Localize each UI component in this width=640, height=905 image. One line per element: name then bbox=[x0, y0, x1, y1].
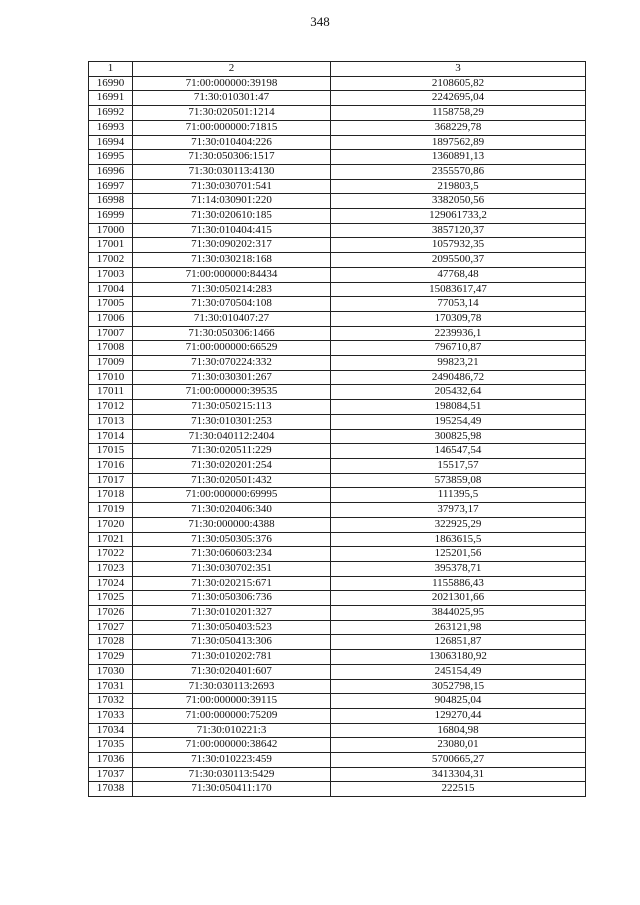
row-number-cell: 17037 bbox=[89, 767, 133, 782]
value-cell: 300825,98 bbox=[331, 429, 586, 444]
cadastral-number-cell: 71:30:020511:229 bbox=[133, 444, 331, 459]
row-number-cell: 17027 bbox=[89, 620, 133, 635]
row-number-cell: 16997 bbox=[89, 179, 133, 194]
table-row bbox=[89, 76, 586, 91]
value-cell: 15083617,47 bbox=[331, 282, 586, 297]
table-row bbox=[89, 708, 586, 723]
value-cell: 3052798,15 bbox=[331, 679, 586, 694]
table-row bbox=[89, 458, 586, 473]
cadastral-number-cell: 71:00:000000:39535 bbox=[133, 385, 331, 400]
row-number-cell: 17029 bbox=[89, 650, 133, 665]
row-number-cell: 17010 bbox=[89, 370, 133, 385]
value-cell: 2095500,37 bbox=[331, 253, 586, 268]
cadastral-number-cell: 71:30:070504:108 bbox=[133, 297, 331, 312]
row-number-cell: 17000 bbox=[89, 223, 133, 238]
cadastral-number-cell: 71:00:000000:71815 bbox=[133, 120, 331, 135]
row-number-cell: 17005 bbox=[89, 297, 133, 312]
page-number: 348 bbox=[310, 14, 330, 29]
value-cell: 1360891,13 bbox=[331, 150, 586, 165]
value-cell: 16804,98 bbox=[331, 723, 586, 738]
row-number-cell: 17012 bbox=[89, 400, 133, 415]
row-number-cell: 17033 bbox=[89, 708, 133, 723]
row-number-cell: 17017 bbox=[89, 473, 133, 488]
table-row bbox=[89, 209, 586, 224]
value-cell: 1057932,35 bbox=[331, 238, 586, 253]
value-cell: 15517,57 bbox=[331, 458, 586, 473]
column-header-1: 1 bbox=[89, 62, 133, 77]
value-cell: 395378,71 bbox=[331, 561, 586, 576]
cadastral-number-cell: 71:30:020501:1214 bbox=[133, 106, 331, 121]
cadastral-number-cell: 71:30:020201:254 bbox=[133, 458, 331, 473]
row-number-cell: 17009 bbox=[89, 356, 133, 371]
row-number-cell: 17022 bbox=[89, 547, 133, 562]
table-row bbox=[89, 738, 586, 753]
cadastral-number-cell: 71:30:010221:3 bbox=[133, 723, 331, 738]
value-cell: 2490486,72 bbox=[331, 370, 586, 385]
row-number-cell: 17028 bbox=[89, 635, 133, 650]
row-number-cell: 16991 bbox=[89, 91, 133, 106]
table-row bbox=[89, 106, 586, 121]
cadastral-number-cell: 71:30:050306:1466 bbox=[133, 326, 331, 341]
table-row bbox=[89, 650, 586, 665]
row-number-cell: 17021 bbox=[89, 532, 133, 547]
cadastral-number-cell: 71:30:020501:432 bbox=[133, 473, 331, 488]
row-number-cell: 16993 bbox=[89, 120, 133, 135]
value-cell: 2239936,1 bbox=[331, 326, 586, 341]
value-cell: 2021301,66 bbox=[331, 591, 586, 606]
cadastral-number-cell: 71:30:010301:253 bbox=[133, 414, 331, 429]
cadastral-table bbox=[88, 61, 586, 797]
table-row bbox=[89, 517, 586, 532]
cadastral-number-cell: 71:30:050403:523 bbox=[133, 620, 331, 635]
table-row bbox=[89, 429, 586, 444]
value-cell: 37973,17 bbox=[331, 503, 586, 518]
cadastral-number-cell: 71:30:010301:47 bbox=[133, 91, 331, 106]
table-row bbox=[89, 356, 586, 371]
table-row bbox=[89, 297, 586, 312]
value-cell: 245154,49 bbox=[331, 664, 586, 679]
cadastral-number-cell: 71:30:090202:317 bbox=[133, 238, 331, 253]
table-row bbox=[89, 488, 586, 503]
table-row bbox=[89, 120, 586, 135]
row-number-cell: 17035 bbox=[89, 738, 133, 753]
cadastral-number-cell: 71:30:040112:2404 bbox=[133, 429, 331, 444]
value-cell: 222515 bbox=[331, 782, 586, 797]
cadastral-number-cell: 71:30:010404:226 bbox=[133, 135, 331, 150]
cadastral-number-cell: 71:30:010407:27 bbox=[133, 311, 331, 326]
table-row bbox=[89, 282, 586, 297]
value-cell: 368229,78 bbox=[331, 120, 586, 135]
cadastral-number-cell: 71:30:050306:1517 bbox=[133, 150, 331, 165]
row-number-cell: 17015 bbox=[89, 444, 133, 459]
row-number-cell: 16992 bbox=[89, 106, 133, 121]
table-row bbox=[89, 238, 586, 253]
value-cell: 904825,04 bbox=[331, 694, 586, 709]
row-number-cell: 17024 bbox=[89, 576, 133, 591]
row-number-cell: 16994 bbox=[89, 135, 133, 150]
table-row bbox=[89, 164, 586, 179]
value-cell: 129270,44 bbox=[331, 708, 586, 723]
row-number-cell: 17036 bbox=[89, 753, 133, 768]
table-row bbox=[89, 664, 586, 679]
cadastral-number-cell: 71:30:050214:283 bbox=[133, 282, 331, 297]
table-row bbox=[89, 414, 586, 429]
value-cell: 322925,29 bbox=[331, 517, 586, 532]
row-number-cell: 16999 bbox=[89, 209, 133, 224]
cadastral-number-cell: 71:30:000000:4388 bbox=[133, 517, 331, 532]
value-cell: 3844025,95 bbox=[331, 606, 586, 621]
value-cell: 205432,64 bbox=[331, 385, 586, 400]
value-cell: 195254,49 bbox=[331, 414, 586, 429]
row-number-cell: 17023 bbox=[89, 561, 133, 576]
value-cell: 219803,5 bbox=[331, 179, 586, 194]
row-number-cell: 17003 bbox=[89, 267, 133, 282]
table-row bbox=[89, 532, 586, 547]
table-row bbox=[89, 267, 586, 282]
cadastral-number-cell: 71:30:070224:332 bbox=[133, 356, 331, 371]
row-number-cell: 17020 bbox=[89, 517, 133, 532]
value-cell: 573859,08 bbox=[331, 473, 586, 488]
table-row bbox=[89, 620, 586, 635]
row-number-cell: 16990 bbox=[89, 76, 133, 91]
table-row bbox=[89, 606, 586, 621]
cadastral-number-cell: 71:00:000000:66529 bbox=[133, 341, 331, 356]
value-cell: 2242695,04 bbox=[331, 91, 586, 106]
cadastral-number-cell: 71:30:020406:340 bbox=[133, 503, 331, 518]
cadastral-number-cell: 71:30:030218:168 bbox=[133, 253, 331, 268]
table-row bbox=[89, 591, 586, 606]
row-number-cell: 17013 bbox=[89, 414, 133, 429]
row-number-cell: 17014 bbox=[89, 429, 133, 444]
table-row bbox=[89, 135, 586, 150]
table-row bbox=[89, 91, 586, 106]
table-row bbox=[89, 679, 586, 694]
cadastral-number-cell: 71:30:030301:267 bbox=[133, 370, 331, 385]
table-row bbox=[89, 341, 586, 356]
cadastral-number-cell: 71:30:030701:541 bbox=[133, 179, 331, 194]
value-cell: 1158758,29 bbox=[331, 106, 586, 121]
cadastral-number-cell: 71:30:030113:2693 bbox=[133, 679, 331, 694]
cadastral-number-cell: 71:30:010201:327 bbox=[133, 606, 331, 621]
row-number-cell: 17026 bbox=[89, 606, 133, 621]
cadastral-number-cell: 71:30:050411:170 bbox=[133, 782, 331, 797]
table-row bbox=[89, 223, 586, 238]
cadastral-number-cell: 71:30:050305:376 bbox=[133, 532, 331, 547]
row-number-cell: 17001 bbox=[89, 238, 133, 253]
value-cell: 125201,56 bbox=[331, 547, 586, 562]
value-cell: 1863615,5 bbox=[331, 532, 586, 547]
table-row bbox=[89, 194, 586, 209]
value-cell: 1155886,43 bbox=[331, 576, 586, 591]
value-cell: 146547,54 bbox=[331, 444, 586, 459]
cadastral-number-cell: 71:30:010223:459 bbox=[133, 753, 331, 768]
row-number-cell: 17034 bbox=[89, 723, 133, 738]
cadastral-number-cell: 71:30:050413:306 bbox=[133, 635, 331, 650]
cadastral-number-cell: 71:30:050215:113 bbox=[133, 400, 331, 415]
row-number-cell: 17018 bbox=[89, 488, 133, 503]
value-cell: 5700665,27 bbox=[331, 753, 586, 768]
table-row bbox=[89, 370, 586, 385]
table-row bbox=[89, 326, 586, 341]
row-number-cell: 17032 bbox=[89, 694, 133, 709]
table-row bbox=[89, 576, 586, 591]
table-row bbox=[89, 753, 586, 768]
value-cell: 796710,87 bbox=[331, 341, 586, 356]
table-row bbox=[89, 723, 586, 738]
cadastral-number-cell: 71:30:020610:185 bbox=[133, 209, 331, 224]
cadastral-number-cell: 71:00:000000:38642 bbox=[133, 738, 331, 753]
cadastral-number-cell: 71:00:000000:39115 bbox=[133, 694, 331, 709]
table-row bbox=[89, 253, 586, 268]
value-cell: 13063180,92 bbox=[331, 650, 586, 665]
table-row bbox=[89, 503, 586, 518]
value-cell: 3413304,31 bbox=[331, 767, 586, 782]
row-number-cell: 17019 bbox=[89, 503, 133, 518]
cadastral-number-cell: 71:30:020401:607 bbox=[133, 664, 331, 679]
table-row bbox=[89, 150, 586, 165]
cadastral-number-cell: 71:30:060603:234 bbox=[133, 547, 331, 562]
row-number-cell: 16998 bbox=[89, 194, 133, 209]
cadastral-number-cell: 71:30:010404:415 bbox=[133, 223, 331, 238]
table-row bbox=[89, 635, 586, 650]
row-number-cell: 17002 bbox=[89, 253, 133, 268]
value-cell: 129061733,2 bbox=[331, 209, 586, 224]
table-row bbox=[89, 547, 586, 562]
table-row bbox=[89, 311, 586, 326]
row-number-cell: 17016 bbox=[89, 458, 133, 473]
table-row bbox=[89, 385, 586, 400]
value-cell: 198084,51 bbox=[331, 400, 586, 415]
row-number-cell: 17006 bbox=[89, 311, 133, 326]
column-header-2: 2 bbox=[133, 62, 331, 77]
row-number-cell: 17038 bbox=[89, 782, 133, 797]
value-cell: 47768,48 bbox=[331, 267, 586, 282]
row-number-cell: 17025 bbox=[89, 591, 133, 606]
value-cell: 2355570,86 bbox=[331, 164, 586, 179]
value-cell: 170309,78 bbox=[331, 311, 586, 326]
value-cell: 111395,5 bbox=[331, 488, 586, 503]
cadastral-number-cell: 71:30:030113:5429 bbox=[133, 767, 331, 782]
value-cell: 77053,14 bbox=[331, 297, 586, 312]
cadastral-number-cell: 71:00:000000:75209 bbox=[133, 708, 331, 723]
cadastral-number-cell: 71:30:050306:736 bbox=[133, 591, 331, 606]
table-body bbox=[89, 76, 586, 796]
value-cell: 1897562,89 bbox=[331, 135, 586, 150]
cadastral-number-cell: 71:00:000000:84434 bbox=[133, 267, 331, 282]
table-row bbox=[89, 400, 586, 415]
table-row bbox=[89, 767, 586, 782]
table-header-row bbox=[89, 62, 586, 77]
row-number-cell: 17030 bbox=[89, 664, 133, 679]
cadastral-number-cell: 71:00:000000:39198 bbox=[133, 76, 331, 91]
value-cell: 23080,01 bbox=[331, 738, 586, 753]
value-cell: 2108605,82 bbox=[331, 76, 586, 91]
row-number-cell: 16995 bbox=[89, 150, 133, 165]
table-row bbox=[89, 782, 586, 797]
value-cell: 263121,98 bbox=[331, 620, 586, 635]
value-cell: 99823,21 bbox=[331, 356, 586, 371]
row-number-cell: 17031 bbox=[89, 679, 133, 694]
value-cell: 126851,87 bbox=[331, 635, 586, 650]
row-number-cell: 17011 bbox=[89, 385, 133, 400]
value-cell: 3382050,56 bbox=[331, 194, 586, 209]
cadastral-number-cell: 71:30:020215:671 bbox=[133, 576, 331, 591]
cadastral-number-cell: 71:14:030901:220 bbox=[133, 194, 331, 209]
row-number-cell: 17007 bbox=[89, 326, 133, 341]
table-row bbox=[89, 561, 586, 576]
cadastral-number-cell: 71:30:010202:781 bbox=[133, 650, 331, 665]
table-row bbox=[89, 694, 586, 709]
value-cell: 3857120,37 bbox=[331, 223, 586, 238]
row-number-cell: 17004 bbox=[89, 282, 133, 297]
table-row bbox=[89, 473, 586, 488]
cadastral-number-cell: 71:00:000000:69995 bbox=[133, 488, 331, 503]
row-number-cell: 17008 bbox=[89, 341, 133, 356]
column-header-3: 3 bbox=[331, 62, 586, 77]
row-number-cell: 16996 bbox=[89, 164, 133, 179]
cadastral-number-cell: 71:30:030113:4130 bbox=[133, 164, 331, 179]
table-row bbox=[89, 179, 586, 194]
table-row bbox=[89, 444, 586, 459]
cadastral-number-cell: 71:30:030702:351 bbox=[133, 561, 331, 576]
